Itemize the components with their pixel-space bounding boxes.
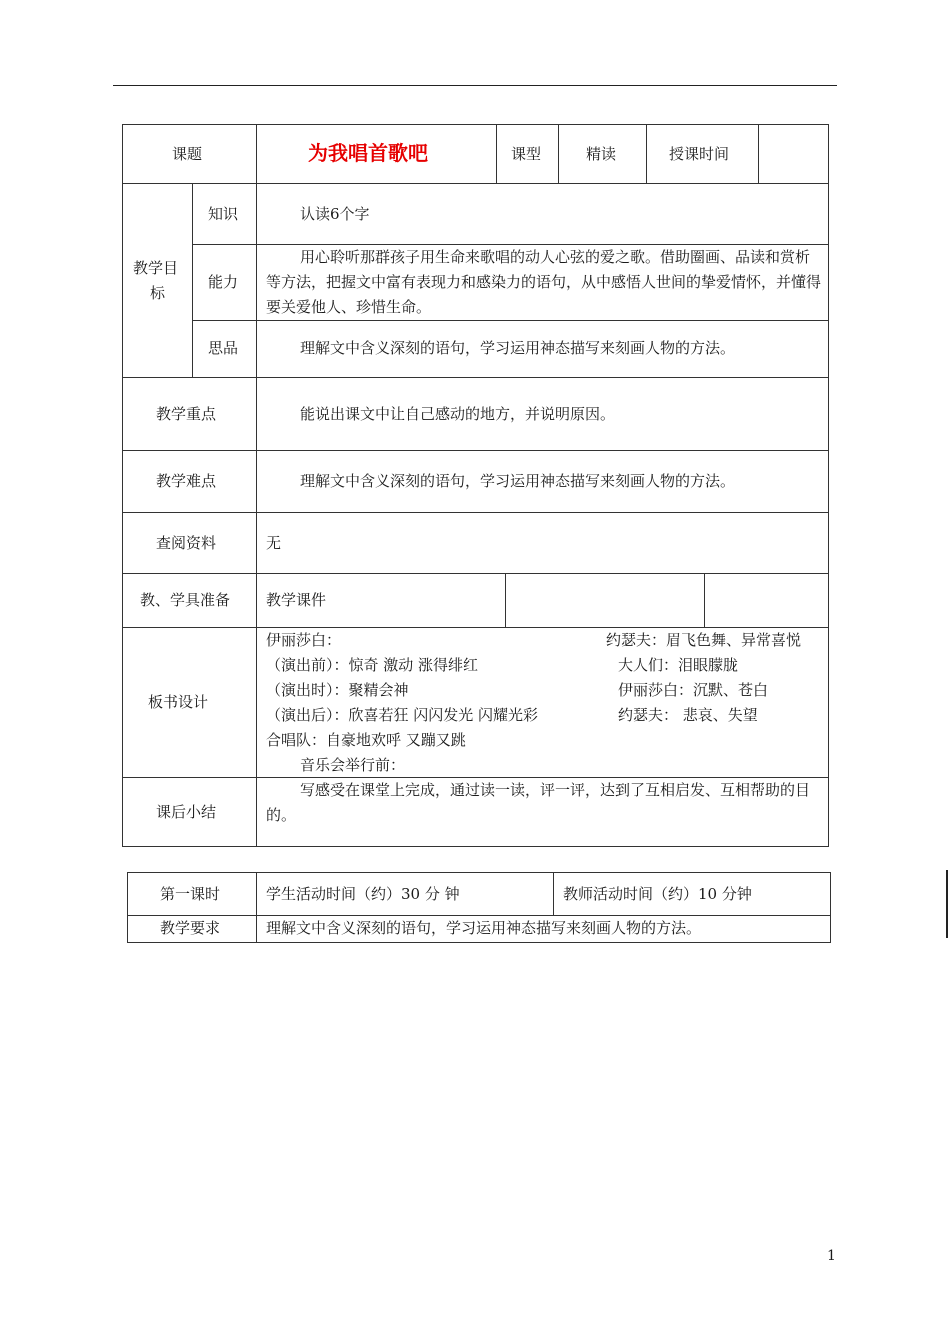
table-rule [122, 124, 123, 847]
references-label: 查阅资料 [156, 534, 217, 552]
summary-text: 写感受在课堂上完成，通过读一读，评一评，达到了互相启发、互相帮助的目的。 [266, 781, 811, 824]
board-right-line: 大人们：泪眼朦胧 [618, 656, 739, 674]
table-rule [256, 872, 257, 943]
table-rule [122, 573, 829, 574]
table-rule [122, 450, 829, 451]
knowledge-label: 知识 [208, 205, 239, 223]
table-rule [127, 872, 831, 873]
page-number: 1 [827, 1248, 836, 1264]
board-left-line: （演出后）：欣喜若狂 闪闪发光 闪耀光彩 [266, 706, 539, 724]
table-rule [192, 183, 193, 377]
header-rule [113, 85, 837, 86]
references-text: 无 [266, 534, 282, 552]
table-rule [828, 124, 829, 847]
board-right-line: 伊丽莎白：沉默、苍白 [618, 681, 769, 699]
table-rule [122, 183, 829, 184]
board-left-line: 合唱队：自豪地欢呼 又蹦又跳 [266, 731, 466, 749]
board-left-line: （演出前）：惊奇 激动 涨得绯红 [266, 656, 479, 674]
table-rule [758, 124, 759, 183]
teacher-activity-time: 教师活动时间（约）10 分钟 [563, 885, 752, 903]
table-rule [122, 846, 829, 847]
board-right-line: 约瑟夫：眉飞色舞、异常喜悦 [606, 631, 802, 649]
table-rule [553, 872, 554, 915]
lesson-title: 为我唱首歌吧 [308, 141, 428, 165]
board-left-line: 音乐会举行前： [300, 756, 406, 774]
requirement-label: 教学要求 [160, 919, 221, 937]
period-label: 第一课时 [160, 885, 221, 903]
tools-label: 教、学具准备 [140, 591, 231, 609]
difficulties-label: 教学难点 [156, 472, 217, 490]
board-design-label: 板书设计 [148, 693, 209, 711]
requirement-text: 理解文中含义深刻的语句，学习运用神态描写来刻画人物的方法。 [266, 919, 702, 937]
ability-text: 用心聆听那群孩子用生命来歌唱的动人心弦的爱之歌。借助圈画、品读和赏析等方法，把握文中富有表现力和感染力的语句，从中感悟人世间的挚爱情怀，并懂得要关爱他人、珍惜生命。 [266, 248, 822, 316]
difficulties-text: 理解文中含义深刻的语句，学习运用神态描写来刻画人物的方法。 [300, 472, 736, 490]
table-rule [122, 627, 829, 628]
table-rule [704, 573, 705, 627]
summary-label: 课后小结 [156, 803, 217, 821]
board-left-line: （演出时）：聚精会神 [266, 681, 409, 699]
table-rule [192, 320, 829, 321]
table-rule [127, 942, 831, 943]
table-rule [496, 124, 497, 183]
board-left-line: 伊丽莎白： [266, 631, 342, 649]
board-right-line: 约瑟夫： 悲哀、失望 [618, 706, 758, 724]
key-points-text: 能说出课文中让自己感动的地方，并说明原因。 [300, 405, 616, 423]
table-rule [646, 124, 647, 183]
type-label: 课型 [511, 145, 542, 163]
ability-label: 能力 [208, 273, 239, 291]
table-rule [122, 377, 829, 378]
table-rule [122, 124, 829, 125]
student-activity-time: 学生活动时间（约）30 分 钟 [266, 885, 460, 903]
topic-label: 课题 [172, 145, 203, 163]
table-rule [256, 124, 257, 847]
table-rule [127, 915, 831, 916]
objectives-label-line1: 教学目 [133, 259, 179, 277]
knowledge-text: 认读6个字 [300, 205, 370, 223]
table-rule [830, 872, 831, 943]
table-rule [122, 512, 829, 513]
table-rule [127, 872, 128, 943]
time-label: 授课时间 [669, 145, 730, 163]
type-value: 精读 [586, 145, 617, 163]
table-rule [505, 573, 506, 627]
page-edge-mark [946, 870, 948, 938]
objectives-label-line2: 标 [150, 284, 166, 302]
character-text: 理解文中含义深刻的语句，学习运用神态描写来刻画人物的方法。 [300, 339, 736, 357]
tools-text: 教学课件 [266, 591, 327, 609]
key-points-label: 教学重点 [156, 405, 217, 423]
table-rule [558, 124, 559, 183]
character-label: 思品 [208, 339, 239, 357]
